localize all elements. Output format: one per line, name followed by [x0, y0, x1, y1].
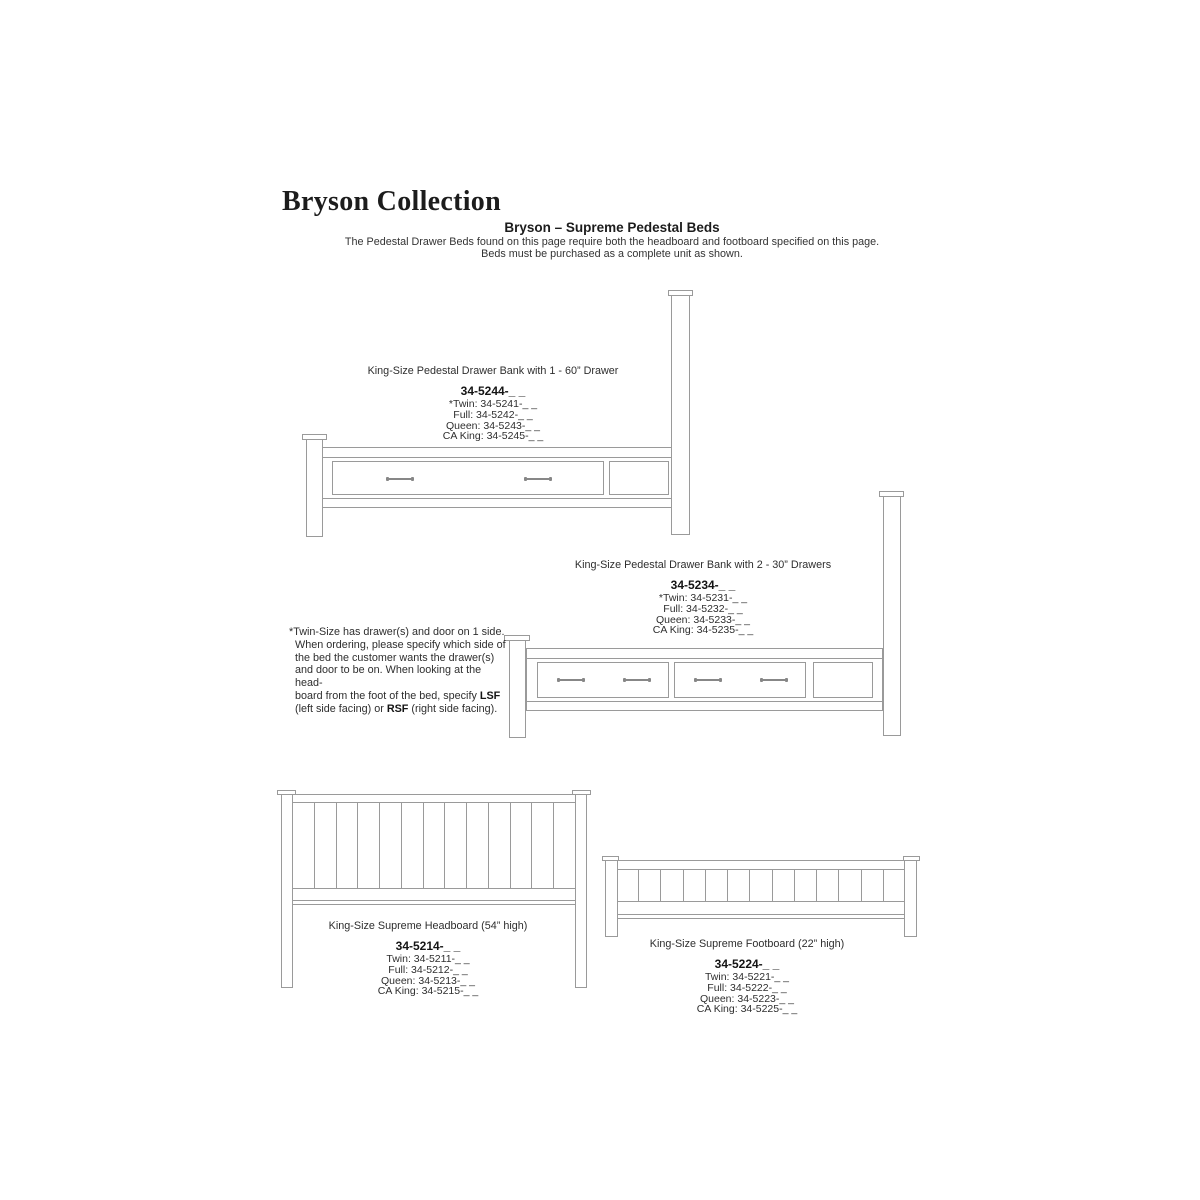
product-model: 34-5244-_ _ — [460, 384, 526, 398]
footboard-post — [509, 640, 526, 738]
rail-line — [527, 701, 882, 702]
end-panel — [813, 662, 873, 698]
drawer-front-30 — [537, 662, 669, 698]
bottom-rail — [616, 901, 906, 919]
post-cap — [668, 290, 693, 296]
section-subtitle: Bryson – Supreme Pedestal Beds — [504, 220, 720, 235]
slat-panel — [292, 802, 576, 889]
product-variant: CA King: 34-5235-_ _ — [652, 624, 754, 637]
post-cap — [504, 635, 530, 641]
note-line: When ordering, please specify which side of — [295, 638, 506, 651]
product-variant: CA King: 34-5215-_ _ — [377, 985, 479, 998]
product-model: 34-5234-_ _ — [670, 578, 736, 592]
product-label-headboard — [268, 921, 588, 997]
section-header — [312, 220, 912, 260]
drawer-handle-icon — [558, 679, 584, 681]
post-cap — [602, 856, 619, 861]
bottom-rail — [292, 888, 576, 905]
note-line: board from the foot of the bed, specify LSF — [295, 689, 501, 702]
drawer-front-60 — [332, 461, 604, 495]
product-variant: *Twin: 34-5231-_ _ — [658, 592, 748, 604]
product-name: King-Size Supreme Footboard (22” high) — [649, 938, 845, 950]
drawer-handle-icon — [695, 679, 721, 681]
lsf-abbr: LSF — [479, 689, 501, 702]
rail-line — [323, 457, 671, 458]
side-rail-frame — [526, 648, 883, 711]
product-variant: Full: 34-5212-_ _ — [388, 963, 468, 976]
page-title: Bryson Collection — [282, 186, 501, 217]
product-variant: CA King: 34-5245-_ _ — [442, 430, 544, 443]
post-cap — [302, 434, 327, 440]
product-variant: Full: 34-5242-_ _ — [453, 408, 533, 421]
product-variant: Queen: 34-5223-_ _ — [700, 992, 794, 1005]
rail-line — [617, 914, 905, 915]
section-description — [312, 237, 912, 260]
product-variant: Full: 34-5222-_ _ — [707, 981, 787, 994]
product-label-pedestal-30 — [543, 560, 863, 636]
footboard-post — [306, 439, 323, 537]
drawing-supreme-footboard — [602, 856, 920, 937]
product-variant: Twin: 34-5211-_ _ — [386, 953, 470, 965]
end-panel — [609, 461, 669, 495]
slat-panel — [616, 869, 906, 902]
rail-line — [527, 658, 882, 659]
product-variant: Queen: 34-5233-_ _ — [656, 613, 750, 626]
description-line-1: The Pedestal Drawer Beds found on this page require both the headboard and footboard specified on this page. — [344, 236, 880, 248]
post-cap — [572, 790, 591, 795]
product-variant: *Twin: 34-5241-_ _ — [448, 398, 538, 410]
product-name: King-Size Supreme Headboard (54” high) — [328, 920, 528, 932]
post-cap — [879, 491, 904, 497]
drawer-handle-icon — [624, 679, 650, 681]
note-line: (left side facing) or RSF (right side facing). — [295, 702, 498, 715]
left-post — [605, 860, 618, 937]
note-line: the bed the customer wants the drawer(s) — [295, 651, 495, 664]
product-variant: CA King: 34-5225-_ _ — [696, 1003, 798, 1016]
post-cap — [903, 856, 920, 861]
rsf-abbr: RSF — [386, 702, 409, 715]
post-cap — [277, 790, 296, 795]
description-line-2: Beds must be purchased as a complete unit as shown. — [481, 247, 743, 260]
note-line: and door to be on. When looking at the head- — [295, 664, 482, 690]
right-post — [904, 860, 917, 937]
headboard-post — [883, 496, 901, 736]
product-label-footboard — [587, 939, 907, 1015]
product-model: 34-5224-_ _ — [714, 957, 780, 971]
product-variant: Queen: 34-5213-_ _ — [381, 974, 475, 987]
product-model: 34-5214-_ _ — [395, 939, 461, 953]
note-line: *Twin-Size has drawer(s) and door on 1 side. — [289, 626, 505, 638]
drawer-handle-icon — [525, 478, 551, 480]
product-variant: Queen: 34-5243-_ _ — [446, 419, 540, 432]
product-name: King-Size Pedestal Drawer Bank with 1 - 60” Drawer — [367, 365, 619, 377]
product-label-pedestal-60 — [333, 366, 653, 442]
product-variant: Twin: 34-5221-_ _ — [704, 971, 790, 983]
drawer-handle-icon — [387, 478, 413, 480]
product-name: King-Size Pedestal Drawer Bank with 2 - 30” Drawers — [574, 559, 832, 571]
drawer-handle-icon — [761, 679, 787, 681]
drawer-front-30 — [674, 662, 806, 698]
rail-line — [293, 900, 575, 901]
product-variant: Full: 34-5232-_ _ — [663, 602, 743, 615]
twin-size-ordering-note — [289, 626, 507, 716]
